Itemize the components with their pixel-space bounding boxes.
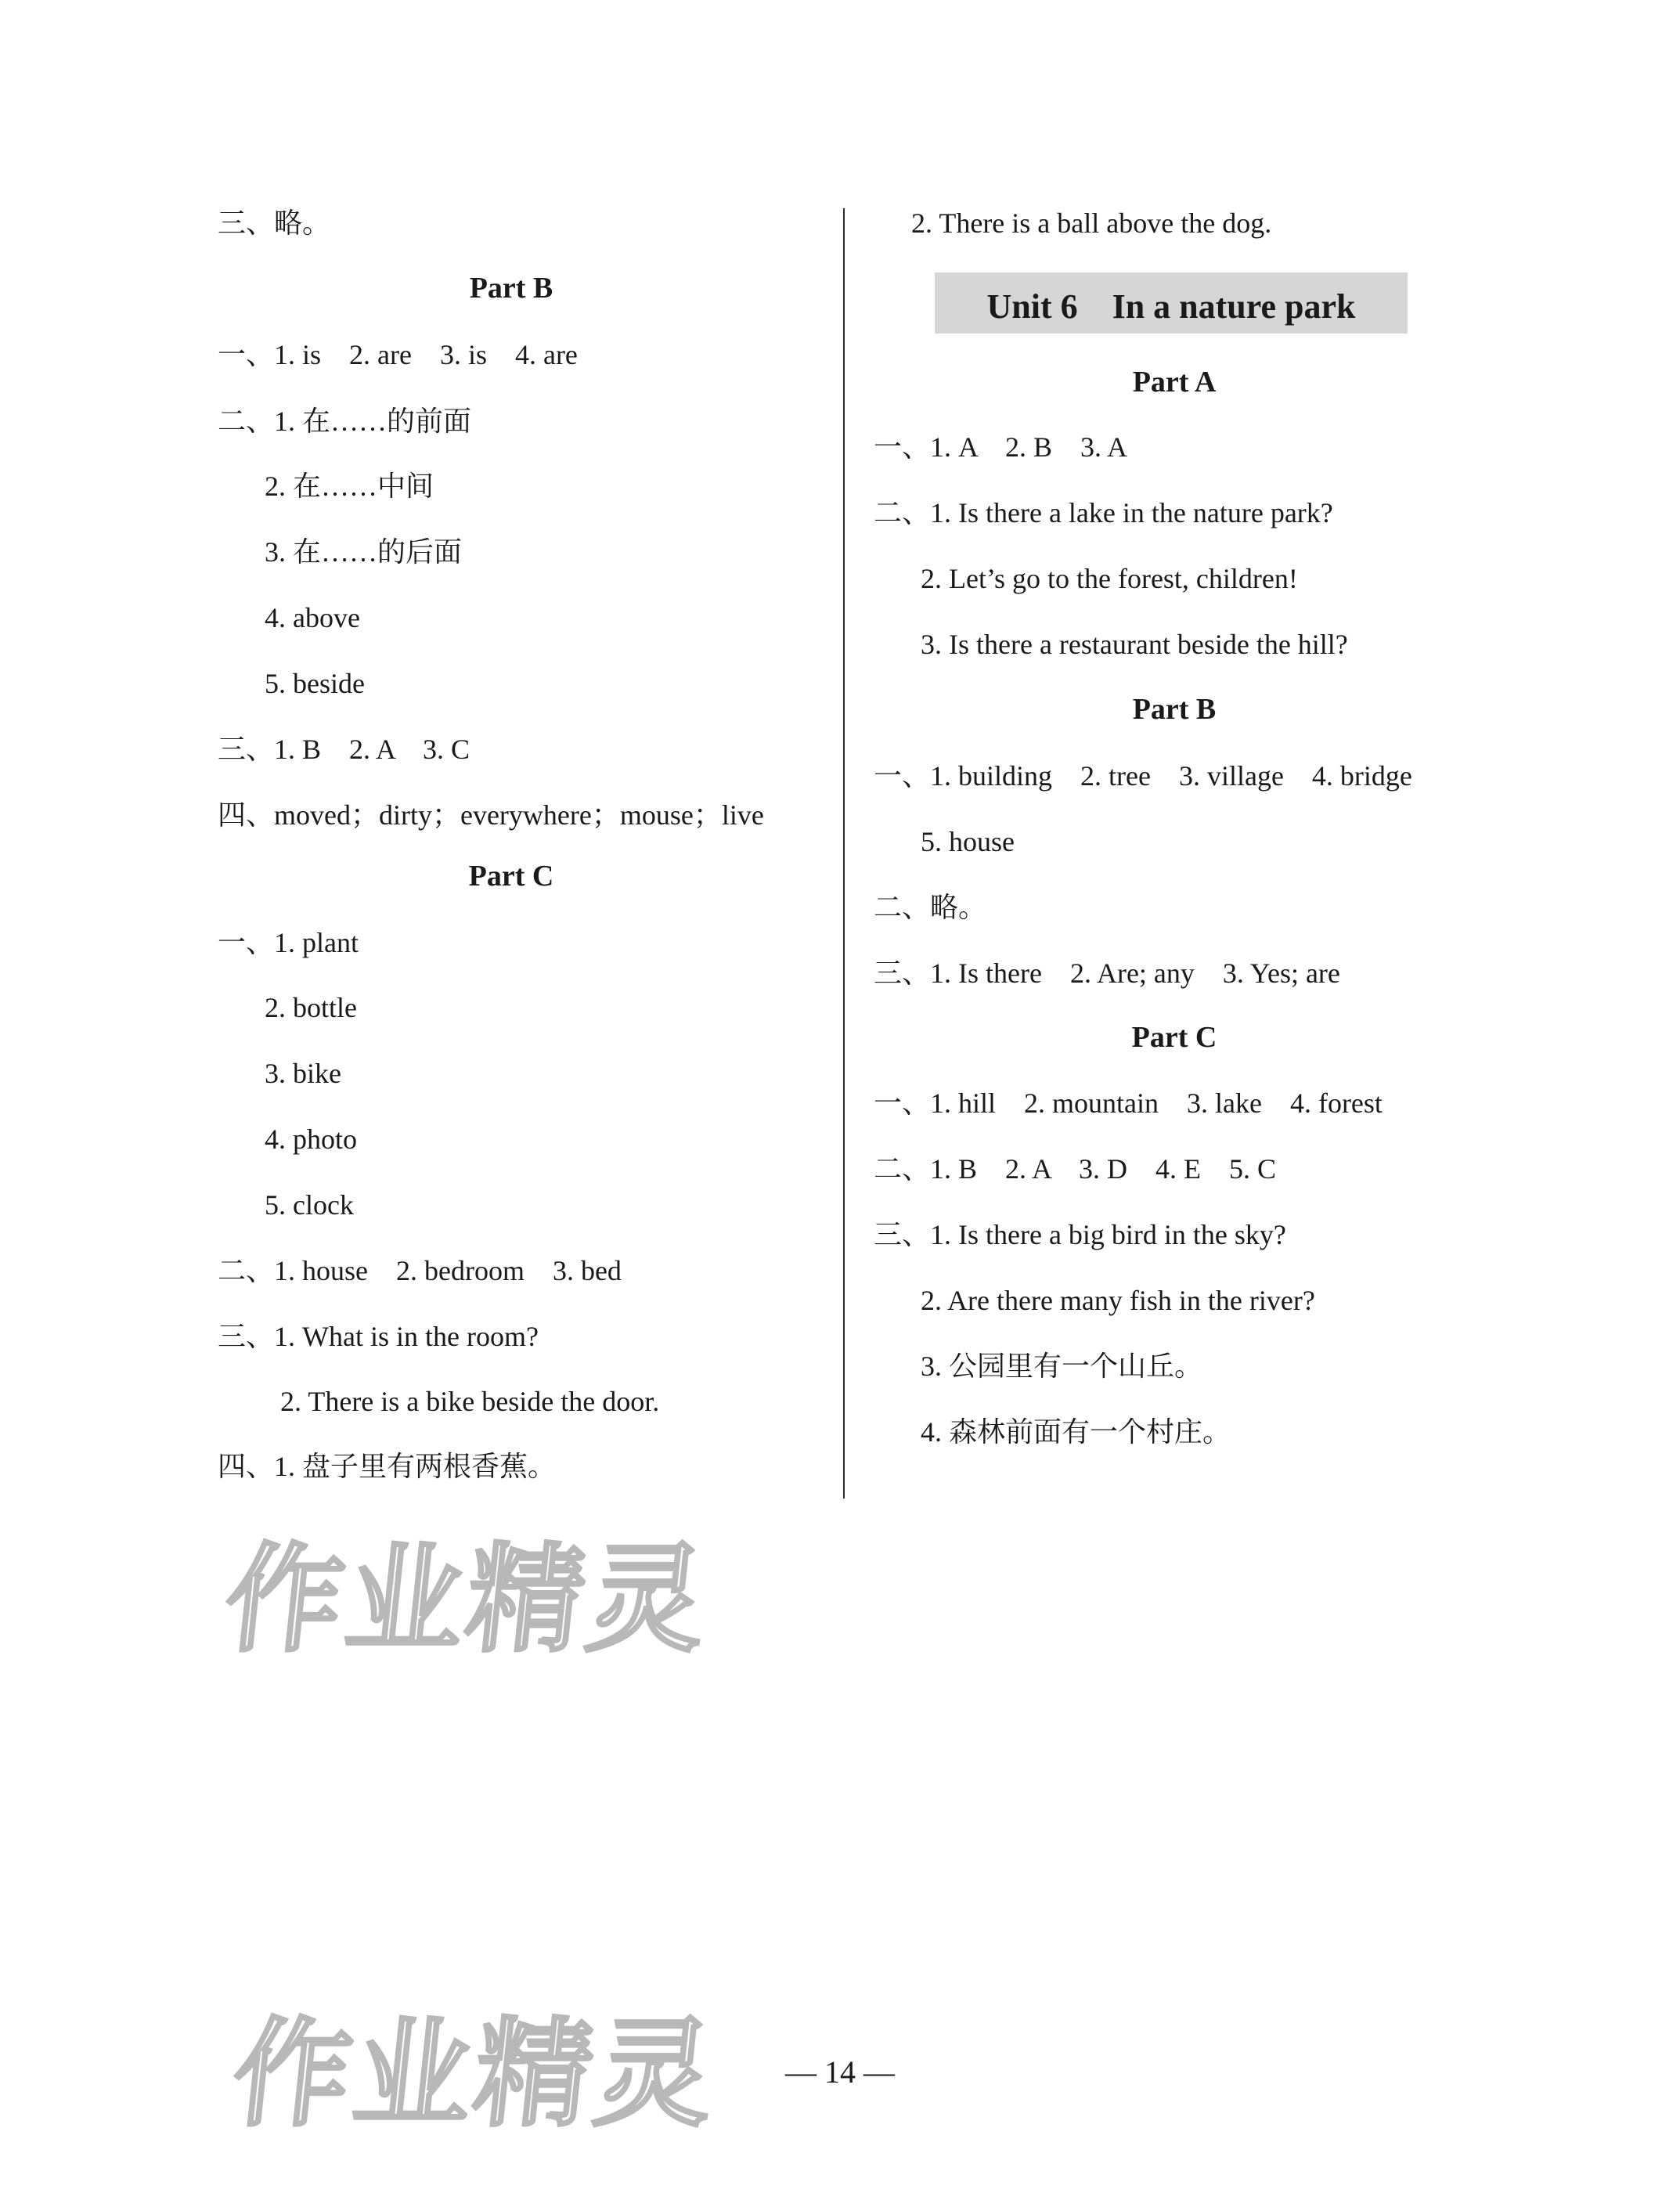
answer-line: 5. house xyxy=(921,826,1015,857)
answer-line: 4. above xyxy=(265,602,360,633)
answer-line: 4. photo xyxy=(265,1123,358,1155)
part-c-heading: Part C xyxy=(468,860,554,893)
answer-line: 2. There is a ball above the dog. xyxy=(911,207,1272,239)
answer-line: 3. 在……的后面 xyxy=(265,536,463,568)
answer-line: 三、1. What is in the room? xyxy=(218,1321,539,1352)
answer-line: 二、1. Is there a lake in the nature park? xyxy=(874,497,1333,528)
unit-title-box xyxy=(935,272,1408,334)
page-number: — 14 — xyxy=(785,2054,895,2090)
answer-line: 三、1. Is there a big bird in the sky? xyxy=(874,1219,1286,1250)
answer-line: 一、1. building 2. tree 3. village 4. bridge xyxy=(874,760,1412,792)
answer-line: 二、1. house 2. bedroom 3. bed xyxy=(218,1255,622,1286)
part-a-heading: Part A xyxy=(1132,366,1217,399)
answer-line: 3. 公园里有一个山丘。 xyxy=(921,1351,1203,1382)
answer-line: 5. clock xyxy=(265,1189,354,1221)
part-b-heading: Part B xyxy=(469,272,553,305)
answer-line: 一、1. is 2. are 3. is 4. are xyxy=(218,339,578,370)
answer-line: 一、1. hill 2. mountain 3. lake 4. forest xyxy=(874,1087,1383,1119)
answer-line: 三、1. Is there 2. Are; any 3. Yes; are xyxy=(874,958,1340,989)
answer-line: 4. 森林前面有一个村庄。 xyxy=(921,1416,1231,1448)
answer-line: 四、moved；dirty；everywhere；mouse；live xyxy=(218,799,764,831)
part-c-heading: Part C xyxy=(1131,1021,1217,1054)
answer-line: 三、1. B 2. A 3. C xyxy=(218,734,470,765)
answer-line: 四、1. 盘子里有两根香蕉。 xyxy=(218,1451,557,1482)
answer-line: 5. beside xyxy=(265,668,365,699)
answer-line: 3. Is there a restaurant beside the hill? xyxy=(921,629,1348,660)
answer-line: 2. 在……中间 xyxy=(265,471,434,502)
answer-line: 2. bottle xyxy=(265,992,357,1023)
answer-line: 3. bike xyxy=(265,1058,341,1089)
column-divider xyxy=(843,208,845,1499)
answer-line: 二、1. 在……的前面 xyxy=(218,406,472,437)
answer-line: 一、1. plant xyxy=(218,927,359,958)
answer-line: 三、略。 xyxy=(218,207,331,239)
unit-title: Unit 6 In a nature park xyxy=(986,287,1356,326)
watermark: 作业精灵 xyxy=(226,2007,723,2143)
answer-line: 2. Are there many fish in the river? xyxy=(921,1285,1315,1316)
watermark: 作业精灵 xyxy=(218,1532,716,1668)
answer-line: 二、1. B 2. A 3. D 4. E 5. C xyxy=(874,1153,1277,1185)
answer-line: 2. Let’s go to the forest, children! xyxy=(921,563,1298,594)
answer-line: 二、略。 xyxy=(874,892,987,923)
answer-line: 2. There is a bike beside the door. xyxy=(280,1386,660,1417)
part-b-heading: Part B xyxy=(1132,693,1217,726)
answer-line: 一、1. A 2. B 3. A xyxy=(874,431,1128,463)
